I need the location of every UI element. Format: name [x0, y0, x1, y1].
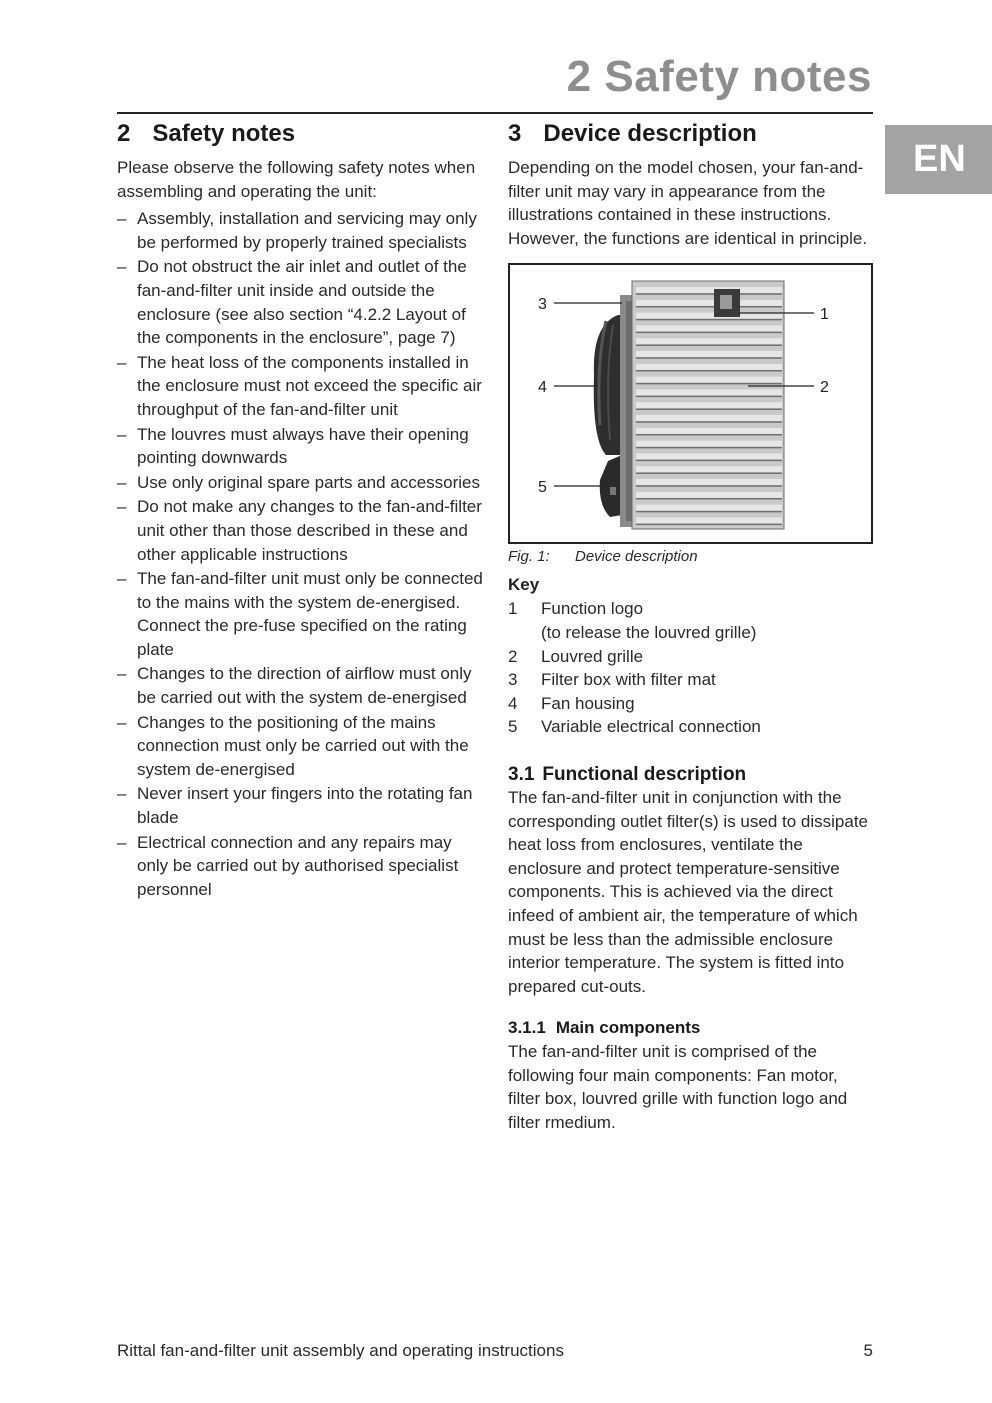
- louvre-slat: [636, 467, 782, 473]
- language-tab[interactable]: EN: [885, 125, 992, 194]
- figure-caption: [508, 548, 874, 565]
- section-number: 2: [117, 120, 131, 147]
- figure-number: Fig. 1:: [508, 548, 550, 566]
- functional-description-text: The fan-and-filter unit in conjunction with the corresponding outlet filter(s) is used to dissipate heat loss from enclosures, ventilate the enclosure and protect temperature-sensitive components. This is achieved via the direct infeed of ambient air, the temperature of which must be less than the admissible enclosure interior temperature. The system is fitted into prepared cut-outs.: [508, 787, 869, 996]
- section-title: Safety notes: [152, 120, 296, 147]
- safety-notes-heading: [117, 120, 487, 148]
- footer-text: Rittal fan-and-filter unit assembly and operating instructions: [117, 1341, 564, 1360]
- figure-caption-text: Device description: [575, 548, 698, 566]
- device-intro: Depending on the model chosen, your fan-and-filter unit may vary in appearance from the illustrations contained in these instructions. However, the functions are identical in principle.: [508, 158, 868, 248]
- louvre-slat: [636, 287, 782, 293]
- safety-item: – Changes to the positioning of the mains connection must only be carried out with the system de-energised: [117, 712, 469, 779]
- section-title: Device description: [543, 120, 757, 147]
- key-item: 1 Function logo (to release the louvred grille): [508, 599, 757, 642]
- louvre-slat: [636, 390, 782, 396]
- safety-notes-column: [117, 120, 487, 902]
- main-components-heading: 3.1.1 Main components: [508, 1018, 701, 1038]
- safety-item: – The fan-and-filter unit must only be connected to the mains with the system de-energised. Connect the pre-fuse specified on the rating plate: [117, 569, 483, 659]
- key-item: 4 Fan housing: [508, 693, 635, 713]
- page-number: 5: [863, 1341, 873, 1360]
- device-description-heading: [508, 120, 874, 148]
- callout-label: 2: [820, 379, 829, 397]
- safety-list: [117, 207, 487, 901]
- safety-intro: Please observe the following safety notes when assembling and operating the unit:: [117, 158, 476, 201]
- louvre-slat: [636, 479, 782, 485]
- louvre-slat: [636, 300, 782, 306]
- louvre-slat: [636, 351, 782, 357]
- safety-item: – The louvres must always have their opening pointing downwards: [117, 424, 469, 468]
- page-header-title: 2 Safety notes: [566, 52, 872, 101]
- safety-item: – The heat loss of the components installed in the enclosure must not exceed the specific air throughput of the fan-and-filter unit: [117, 352, 482, 419]
- key-item: 2 Louvred grille: [508, 646, 644, 666]
- header-divider: [117, 112, 873, 114]
- louvre-slat: [636, 492, 782, 498]
- louvre-slat: [636, 415, 782, 421]
- key-list: [508, 597, 874, 739]
- device-description-column: [508, 120, 874, 1135]
- section-number: 3: [508, 120, 522, 147]
- key-title: Key: [508, 575, 540, 595]
- main-components-text: The fan-and-filter unit is comprised of the following four main components: Fan motor, filter box, louvred grille with function logo and filter rmedium.: [508, 1042, 848, 1133]
- safety-item: – Do not make any changes to the fan-and-filter unit other than those described in these and other applicable instructions: [117, 497, 482, 564]
- safety-item: – Never insert your fingers into the rotating fan blade: [117, 784, 473, 828]
- page-footer: [117, 1341, 873, 1361]
- louvre-slat: [636, 518, 782, 524]
- device-figure: [508, 263, 873, 544]
- callout-label: 3: [538, 296, 547, 314]
- louvre-slat: [636, 326, 782, 332]
- louvre-slat: [636, 505, 782, 511]
- louvre-slat: [636, 441, 782, 447]
- louvre-slat: [636, 454, 782, 460]
- safety-item: – Do not obstruct the air inlet and outlet of the fan-and-filter unit inside and outside the enclosure (see also section “4.2.2 Layout of the components in the enclosure”, page 7): [117, 257, 467, 348]
- key-item: 3 Filter box with filter mat: [508, 670, 716, 690]
- louvre-slat: [636, 339, 782, 345]
- functional-description-heading: 3.1 Functional description: [508, 763, 747, 785]
- safety-item: – Assembly, installation and servicing may only be performed by properly trained specialists: [117, 209, 477, 252]
- callout-label: 5: [538, 479, 547, 497]
- louvre-slat: [636, 403, 782, 409]
- safety-item: – Use only original spare parts and accessories: [117, 472, 481, 492]
- safety-item: – Changes to the direction of airflow must only be carried out with the system de-energised: [117, 664, 472, 708]
- louvre-slat: [636, 428, 782, 434]
- safety-item: – Electrical connection and any repairs may only be carried out by authorised specialist personnel: [117, 832, 459, 899]
- key-item: 5 Variable electrical connection: [508, 717, 761, 737]
- callout-label: 4: [538, 379, 547, 397]
- device-illustration: [510, 265, 871, 542]
- louvre-slat: [636, 377, 782, 383]
- louvred-grille-shape: [632, 281, 784, 529]
- callout-label: 1: [820, 306, 829, 324]
- louvre-slat: [636, 364, 782, 370]
